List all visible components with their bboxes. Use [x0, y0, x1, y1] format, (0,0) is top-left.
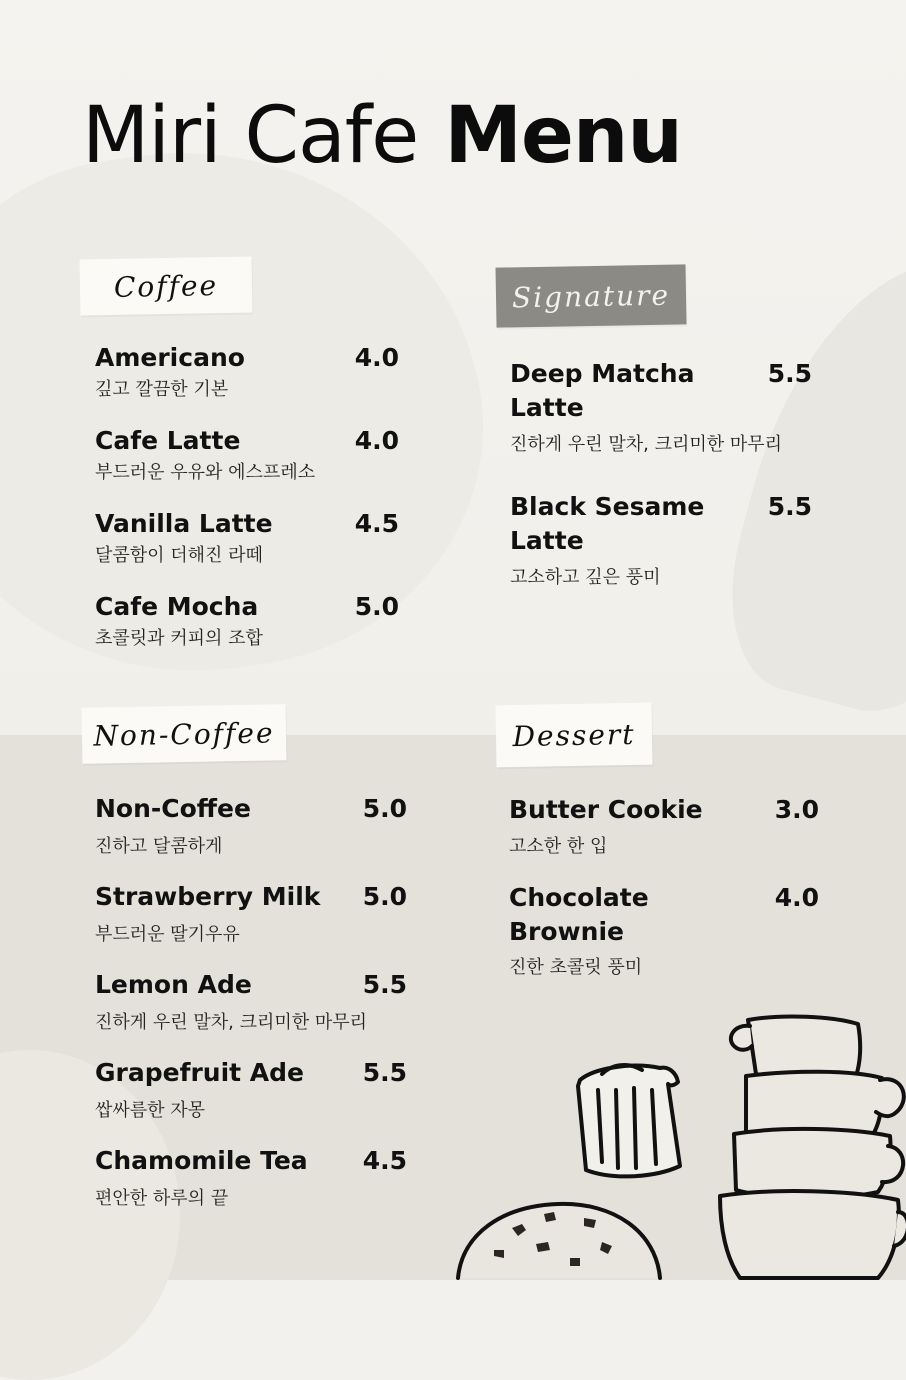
item-price: 5.0 — [362, 882, 407, 911]
item-description: 초콜릿과 커피의 조합 — [95, 628, 263, 649]
item-name: Vanilla Latte — [95, 509, 273, 538]
item-price: 5.5 — [362, 1058, 407, 1087]
section-label-coffee: Coffee — [80, 257, 253, 316]
menu-item-non-coffee — [95, 792, 409, 862]
item-price: 5.0 — [354, 592, 399, 621]
item-description: 편안한 하루의 끝 — [95, 1188, 229, 1209]
item-description: 쌉싸름한 자몽 — [95, 1100, 206, 1121]
menu-item-grapefruit-ade — [95, 1056, 409, 1126]
canele-doodle-icon — [572, 1056, 688, 1186]
item-price: 5.5 — [767, 492, 812, 521]
item-price: 4.0 — [354, 426, 399, 455]
item-price: 4.0 — [354, 343, 399, 372]
item-description: 깊고 깔끔한 기본 — [95, 379, 229, 400]
menu-item-lemon-ade — [95, 968, 409, 1038]
item-price: 4.5 — [354, 509, 399, 538]
menu-item-vanilla-latte — [95, 507, 405, 571]
item-price: 4.0 — [774, 883, 819, 912]
item-name: Lemon Ade — [95, 970, 252, 999]
item-description: 진한 초콜릿 풍미 — [509, 957, 643, 978]
menu-item-chamomile-tea — [95, 1144, 409, 1214]
section-label-dessert: Dessert — [495, 703, 652, 768]
cookie-doodle-icon — [452, 1198, 664, 1280]
item-price: 4.5 — [362, 1146, 407, 1175]
menu-item-strawberry-milk — [95, 880, 409, 950]
section-label-signature: Signature — [495, 264, 686, 327]
item-name: Chocolate Brownie — [509, 883, 649, 946]
item-name: Cafe Latte — [95, 426, 241, 455]
section-label-non-coffee: Non-Coffee — [82, 704, 287, 764]
menu-title — [82, 86, 682, 186]
stacked-cups-doodle-icon — [712, 1006, 906, 1280]
item-price: 5.5 — [362, 970, 407, 999]
item-name: Deep Matcha Latte — [510, 359, 695, 422]
item-name: Butter Cookie — [509, 795, 703, 824]
item-price: 5.5 — [767, 359, 812, 388]
menu-item-chocolate-brownie — [509, 881, 821, 991]
item-name: Americano — [95, 343, 245, 372]
menu-item-americano — [95, 341, 405, 405]
item-description: 부드러운 우유와 에스프레소 — [95, 462, 316, 483]
item-name: Non-Coffee — [95, 794, 251, 823]
menu-item-butter-cookie — [509, 793, 821, 863]
menu-title-light: Miri Cafe — [82, 91, 419, 181]
item-name: Strawberry Milk — [95, 882, 321, 911]
item-name: Chamomile Tea — [95, 1146, 308, 1175]
item-price: 5.0 — [362, 794, 407, 823]
menu-item-cafe-latte — [95, 424, 405, 488]
menu-item-black-sesame-latte — [510, 490, 816, 600]
item-description: 달콤함이 더해진 라떼 — [95, 545, 263, 566]
item-description: 고소하고 깊은 풍미 — [510, 567, 661, 588]
item-name: Cafe Mocha — [95, 592, 259, 621]
item-name: Grapefruit Ade — [95, 1058, 304, 1087]
item-price: 3.0 — [774, 795, 819, 824]
item-description: 진하고 달콤하게 — [95, 836, 223, 857]
item-description: 진하게 우린 말차, 크리미한 마무리 — [95, 1012, 368, 1033]
menu-title-bold: Menu — [444, 91, 682, 181]
item-description: 진하게 우린 말차, 크리미한 마무리 — [510, 434, 783, 455]
menu-item-deep-matcha-latte — [510, 357, 816, 467]
item-name: Black Sesame Latte — [510, 492, 705, 555]
menu-item-cafe-mocha — [95, 590, 405, 654]
item-description: 부드러운 딸기우유 — [95, 924, 240, 945]
item-description: 고소한 한 입 — [509, 836, 608, 857]
